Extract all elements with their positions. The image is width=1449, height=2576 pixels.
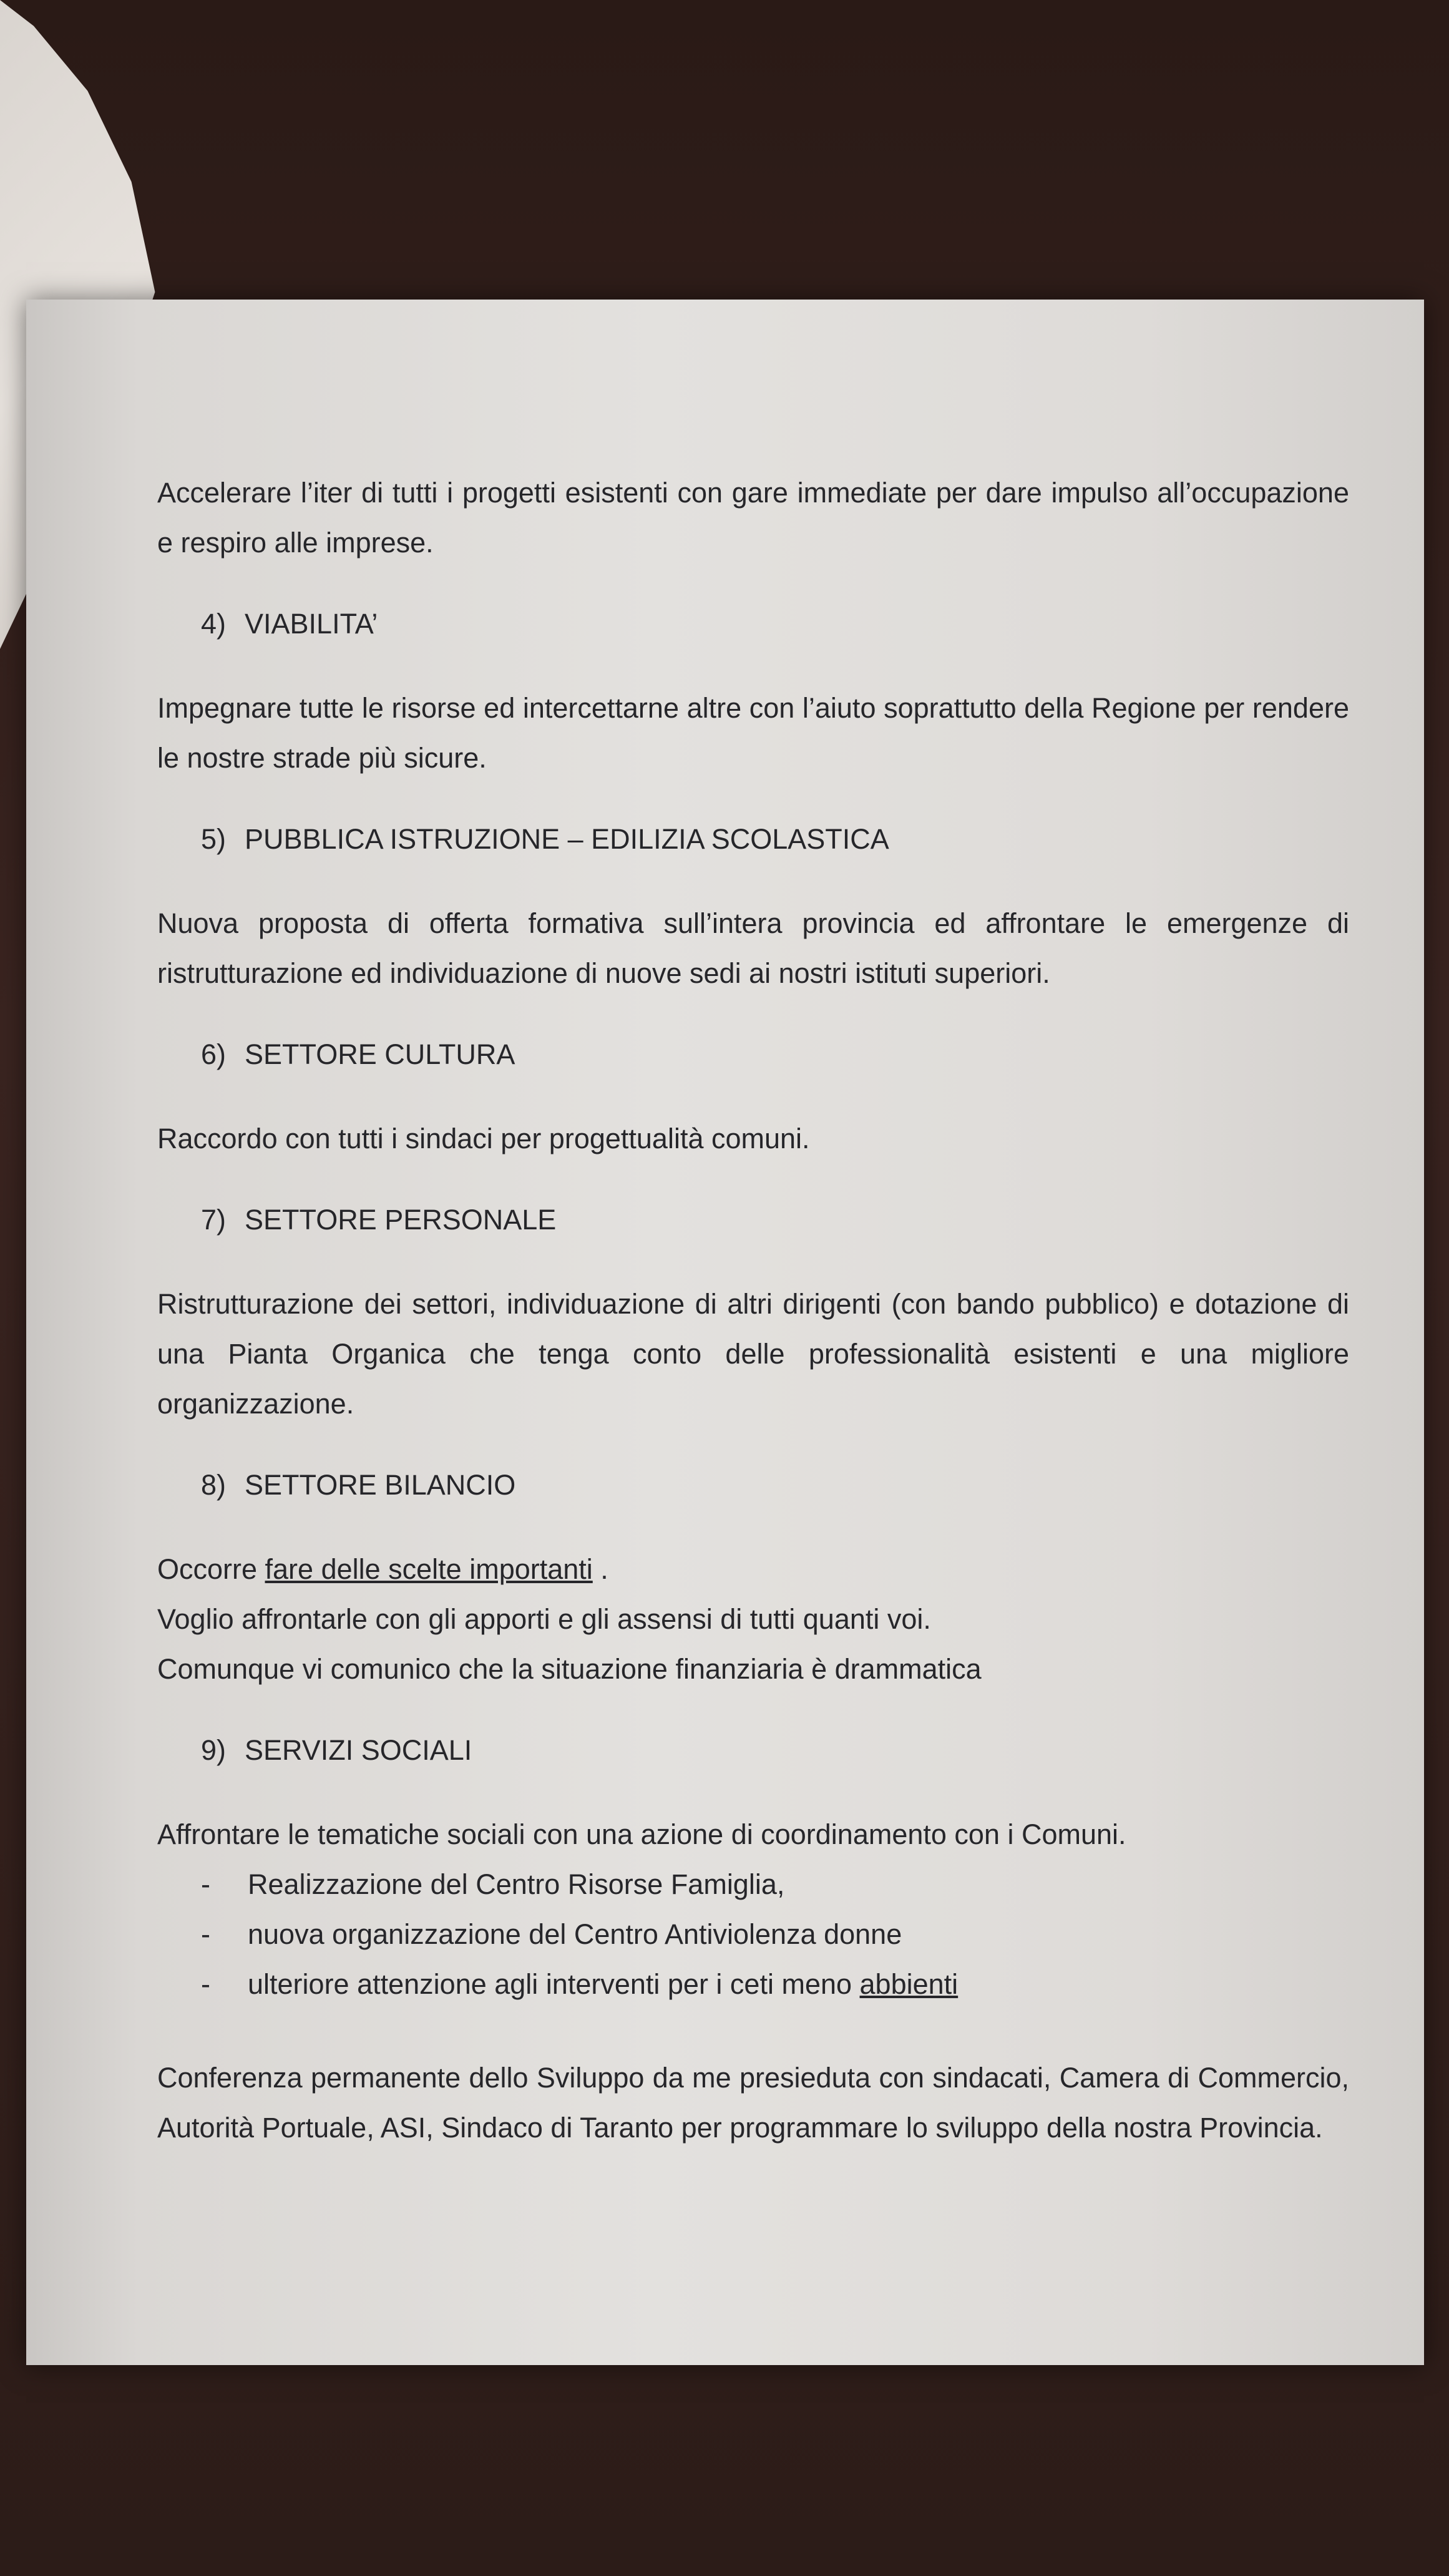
section-title: SETTORE CULTURA (245, 1038, 515, 1070)
section-text-servizi-sociali: Affrontare le tematiche sociali con una azione di coordinamento con i Comuni. (157, 1818, 1126, 1850)
closing-paragraph: Conferenza permanente dello Sviluppo da me presieduta con sindacati, Camera di Commercio, Autorità Portuale, ASI, Sindaco di Taranto per programmare lo sviluppo della nostra Provincia. (157, 2062, 1349, 2144)
section-text-istruzione: Nuova proposta di offerta formativa sull’intera provincia ed affrontare le emergenze di ristrutturazione ed individuazione di nuove sedi ai nostri istituti superiori. (157, 907, 1349, 989)
list-item (157, 1959, 1349, 2009)
section-heading-cultura (201, 1030, 1349, 1080)
section-heading-bilancio (201, 1460, 1349, 1510)
section-title: VIABILITA’ (245, 608, 378, 640)
spacer (157, 2009, 1349, 2053)
section-heading-istruzione (201, 814, 1349, 864)
bullet-dash: - (201, 1868, 210, 1900)
section-number: 6) (201, 1038, 227, 1070)
bilancio-line1-suffix: . (592, 1553, 608, 1585)
section-number: 8) (201, 1469, 227, 1501)
section-title: SERVIZI SOCIALI (245, 1734, 472, 1766)
section-text-bilancio-line2: Voglio affrontarle con gli apporti e gli assensi di tutti quanti voi. (157, 1603, 931, 1635)
list-item-text: nuova organizzazione del Centro Antiviolenza donne (248, 1918, 902, 1950)
servizi-sociali-list (157, 1860, 1349, 2009)
section-title: PUBBLICA ISTRUZIONE – EDILIZIA SCOLASTICA (245, 823, 889, 855)
document-content (157, 468, 1349, 2153)
section-number: 9) (201, 1734, 227, 1766)
section-text-bilancio-line3: Comunque vi comunico che la situazione finanziaria è drammatica (157, 1653, 982, 1685)
section-text-bilancio-line1 (157, 1544, 1349, 1594)
list-item-text: Realizzazione del Centro Risorse Famiglia, (248, 1868, 785, 1900)
section-text-cultura: Raccordo con tutti i sindaci per progettualità comuni. (157, 1123, 810, 1154)
list-item (157, 1910, 1349, 1959)
intro-paragraph: Accelerare l’iter di tutti i progetti esistenti con gare immediate per dare impulso all’occupazione e respiro alle imprese. (157, 477, 1349, 559)
list-item-underlined-text: abbienti (859, 1968, 959, 2000)
section-text-personale: Ristrutturazione dei settori, individuazione di altri dirigenti (con bando pubblico) e dotazione di una Pianta Organica che tenga conto delle professionalità esistenti e una migliore organizzazione. (157, 1288, 1349, 1420)
bilancio-underlined-text: fare delle scelte importanti (265, 1553, 593, 1585)
section-text-viabilita: Impegnare tutte le risorse ed intercettarne altre con l’aiuto soprattutto della Regione per rendere le nostre strade più sicure. (157, 692, 1349, 774)
section-title: SETTORE PERSONALE (245, 1204, 557, 1236)
section-heading-servizi-sociali (201, 1725, 1349, 1775)
bilancio-line1-prefix: Occorre (157, 1553, 265, 1585)
section-number: 4) (201, 608, 227, 640)
list-item-text: ulteriore attenzione agli interventi per i ceti meno (248, 1968, 860, 2000)
section-number: 5) (201, 823, 227, 855)
section-title: SETTORE BILANCIO (245, 1469, 516, 1501)
bullet-dash: - (201, 1918, 210, 1950)
section-heading-viabilita (201, 599, 1349, 649)
bullet-dash: - (201, 1968, 210, 2000)
list-item (157, 1860, 1349, 1910)
section-heading-personale (201, 1195, 1349, 1245)
document-page (26, 300, 1424, 2365)
section-number: 7) (201, 1204, 227, 1236)
